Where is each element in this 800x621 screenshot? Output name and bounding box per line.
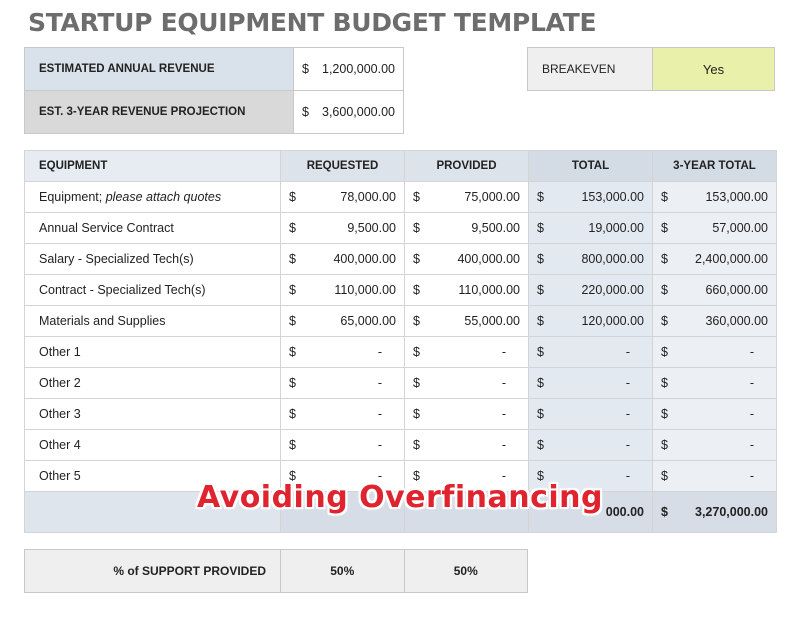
table-header-row — [25, 151, 777, 182]
requested-cell[interactable] — [281, 399, 405, 430]
equipment-name: Other 2 — [39, 376, 81, 390]
annual-revenue-cell[interactable] — [294, 48, 404, 91]
total-cell — [529, 430, 653, 461]
equipment-name-note: please attach quotes — [105, 190, 222, 204]
total-value: 800,000.00 — [581, 252, 644, 266]
table-row — [25, 399, 777, 430]
provided-cell[interactable] — [405, 430, 529, 461]
requested-value: 78,000.00 — [340, 190, 396, 204]
three-year-value: - — [749, 376, 754, 390]
equipment-name: Other 5 — [39, 469, 81, 483]
requested-value: - — [377, 345, 382, 359]
equipment-name: Salary - Specialized Tech(s) — [39, 252, 194, 266]
three-year-cell — [653, 368, 777, 399]
support-provided-pct: 50% — [404, 550, 528, 593]
requested-value: - — [377, 469, 382, 483]
table-row — [25, 306, 777, 337]
currency-symbol: $ — [289, 252, 296, 266]
requested-cell[interactable] — [281, 337, 405, 368]
col-header-total: TOTAL — [529, 151, 653, 182]
currency-symbol: $ — [661, 438, 668, 452]
overlay-caption: Avoiding Overfinancing — [196, 480, 604, 515]
currency-symbol: $ — [413, 252, 420, 266]
currency-symbol: $ — [413, 407, 420, 421]
requested-cell[interactable] — [281, 213, 405, 244]
currency-symbol: $ — [413, 221, 420, 235]
table-row — [25, 337, 777, 368]
three-year-value: 57,000.00 — [712, 221, 768, 235]
equipment-name-cell[interactable] — [25, 182, 281, 213]
currency-symbol: $ — [413, 283, 420, 297]
currency-symbol: $ — [661, 469, 668, 483]
currency-symbol: $ — [661, 376, 668, 390]
projection-cell[interactable] — [294, 91, 404, 134]
total-cell — [529, 399, 653, 430]
total-value: 153,000.00 — [581, 190, 644, 204]
requested-cell[interactable] — [281, 430, 405, 461]
requested-cell[interactable] — [281, 368, 405, 399]
breakeven-label: BREAKEVEN — [528, 48, 653, 91]
three-year-cell — [653, 213, 777, 244]
equipment-name: Other 1 — [39, 345, 81, 359]
col-header-3-year-total: 3-YEAR TOTAL — [653, 151, 777, 182]
currency-symbol: $ — [537, 190, 544, 204]
provided-cell[interactable] — [405, 244, 529, 275]
totals-total-value: 000.00 — [605, 505, 644, 519]
breakeven-table — [527, 47, 775, 91]
equipment-name: Other 4 — [39, 438, 81, 452]
currency-symbol: $ — [289, 283, 296, 297]
equipment-name: Materials and Supplies — [39, 314, 166, 328]
total-value: - — [625, 376, 630, 390]
currency-symbol: $ — [537, 376, 544, 390]
three-year-value: - — [749, 345, 754, 359]
equipment-table — [24, 150, 777, 533]
currency-symbol: $ — [289, 345, 296, 359]
total-value: 19,000.00 — [588, 221, 644, 235]
equipment-name: Contract - Specialized Tech(s) — [39, 283, 206, 297]
total-cell — [529, 213, 653, 244]
provided-cell[interactable] — [405, 399, 529, 430]
annual-revenue-row — [25, 48, 404, 91]
three-year-cell — [653, 275, 777, 306]
total-value: 120,000.00 — [581, 314, 644, 328]
table-row — [25, 244, 777, 275]
col-header-requested: REQUESTED — [281, 151, 405, 182]
currency-symbol: $ — [537, 221, 544, 235]
table-row — [25, 368, 777, 399]
total-cell — [529, 337, 653, 368]
equipment-name-cell[interactable] — [25, 306, 281, 337]
total-cell — [529, 244, 653, 275]
col-header-equipment: EQUIPMENT — [25, 151, 281, 182]
currency-symbol: $ — [661, 221, 668, 235]
requested-value: - — [377, 438, 382, 452]
provided-value: 55,000.00 — [464, 314, 520, 328]
col-header-provided: PROVIDED — [405, 151, 529, 182]
equipment-name-cell[interactable] — [25, 399, 281, 430]
currency-symbol: $ — [661, 407, 668, 421]
currency-symbol: $ — [537, 252, 544, 266]
requested-cell[interactable] — [281, 182, 405, 213]
total-cell — [529, 368, 653, 399]
table-row — [25, 182, 777, 213]
total-value: - — [625, 469, 630, 483]
provided-cell[interactable] — [405, 306, 529, 337]
currency-symbol: $ — [289, 469, 296, 483]
three-year-value: - — [749, 407, 754, 421]
provided-value: - — [501, 407, 506, 421]
currency-symbol: $ — [537, 407, 544, 421]
currency-symbol: $ — [661, 314, 668, 328]
provided-value: - — [501, 376, 506, 390]
provided-value: 400,000.00 — [457, 252, 520, 266]
currency-symbol: $ — [289, 190, 296, 204]
three-year-cell — [653, 182, 777, 213]
currency-symbol: $ — [413, 314, 420, 328]
currency-symbol: $ — [413, 345, 420, 359]
currency-symbol: $ — [302, 105, 309, 119]
three-year-value: 360,000.00 — [705, 314, 768, 328]
requested-value: 110,000.00 — [334, 283, 396, 297]
total-value: 220,000.00 — [581, 283, 644, 297]
equipment-name-cell[interactable] — [25, 275, 281, 306]
requested-value: 65,000.00 — [340, 314, 396, 328]
total-value: - — [625, 345, 630, 359]
projection-value: 3,600,000.00 — [322, 105, 395, 119]
equipment-name-cell[interactable] — [25, 213, 281, 244]
annual-revenue-label: ESTIMATED ANNUAL REVENUE — [25, 48, 294, 91]
currency-symbol: $ — [537, 469, 544, 483]
equipment-name: Equipment; — [39, 190, 106, 204]
total-value: - — [625, 407, 630, 421]
requested-value: - — [377, 407, 382, 421]
three-year-cell — [653, 399, 777, 430]
currency-symbol: $ — [413, 438, 420, 452]
three-year-cell — [653, 306, 777, 337]
currency-symbol: $ — [661, 190, 668, 204]
currency-symbol: $ — [289, 314, 296, 328]
currency-symbol: $ — [537, 438, 544, 452]
equipment-name-cell[interactable] — [25, 368, 281, 399]
currency-symbol: $ — [413, 190, 420, 204]
requested-cell[interactable] — [281, 306, 405, 337]
provided-cell[interactable] — [405, 182, 529, 213]
provided-value: 110,000.00 — [458, 283, 520, 297]
three-year-value: 153,000.00 — [705, 190, 768, 204]
currency-symbol: $ — [413, 376, 420, 390]
equipment-name: Annual Service Contract — [39, 221, 174, 235]
provided-cell[interactable] — [405, 275, 529, 306]
page-title: STARTUP EQUIPMENT BUDGET TEMPLATE — [28, 8, 597, 37]
annual-revenue-value: 1,200,000.00 — [322, 62, 395, 76]
currency-symbol: $ — [302, 62, 309, 76]
three-year-value: 2,400,000.00 — [695, 252, 768, 266]
currency-symbol: $ — [661, 505, 668, 519]
equipment-name-cell[interactable] — [25, 244, 281, 275]
currency-symbol: $ — [413, 469, 420, 483]
total-cell — [529, 306, 653, 337]
provided-value: 9,500.00 — [471, 221, 520, 235]
provided-cell[interactable] — [405, 368, 529, 399]
three-year-cell — [653, 244, 777, 275]
total-cell — [529, 182, 653, 213]
equipment-name: Other 3 — [39, 407, 81, 421]
requested-cell[interactable] — [281, 244, 405, 275]
provided-value: - — [501, 345, 506, 359]
three-year-cell — [653, 337, 777, 368]
support-table — [24, 549, 528, 593]
currency-symbol: $ — [661, 345, 668, 359]
total-cell — [529, 275, 653, 306]
revenue-table — [24, 47, 404, 134]
three-year-cell — [653, 430, 777, 461]
provided-cell[interactable] — [405, 337, 529, 368]
requested-value: - — [377, 376, 382, 390]
currency-symbol: $ — [661, 252, 668, 266]
currency-symbol: $ — [289, 407, 296, 421]
provided-value: 75,000.00 — [464, 190, 520, 204]
totals-3-year-value: 3,270,000.00 — [695, 505, 768, 519]
currency-symbol: $ — [537, 345, 544, 359]
table-row — [25, 275, 777, 306]
provided-value: - — [501, 438, 506, 452]
requested-value: 400,000.00 — [333, 252, 396, 266]
table-row — [25, 213, 777, 244]
equipment-name-cell[interactable] — [25, 430, 281, 461]
total-value: - — [625, 438, 630, 452]
support-label: % of SUPPORT PROVIDED — [25, 550, 281, 593]
currency-symbol: $ — [289, 376, 296, 390]
three-year-value: 660,000.00 — [705, 283, 768, 297]
currency-symbol: $ — [661, 283, 668, 297]
breakeven-value[interactable]: Yes — [653, 48, 775, 91]
three-year-value: - — [749, 438, 754, 452]
support-requested-pct: 50% — [281, 550, 405, 593]
table-row — [25, 430, 777, 461]
provided-value: - — [501, 469, 506, 483]
projection-label: EST. 3-YEAR REVENUE PROJECTION — [25, 91, 294, 134]
requested-cell[interactable] — [281, 275, 405, 306]
requested-value: 9,500.00 — [347, 221, 396, 235]
currency-symbol: $ — [289, 221, 296, 235]
currency-symbol: $ — [537, 314, 544, 328]
three-year-value: - — [749, 469, 754, 483]
currency-symbol: $ — [537, 283, 544, 297]
equipment-name-cell[interactable] — [25, 337, 281, 368]
projection-row — [25, 91, 404, 134]
provided-cell[interactable] — [405, 213, 529, 244]
currency-symbol: $ — [289, 438, 296, 452]
